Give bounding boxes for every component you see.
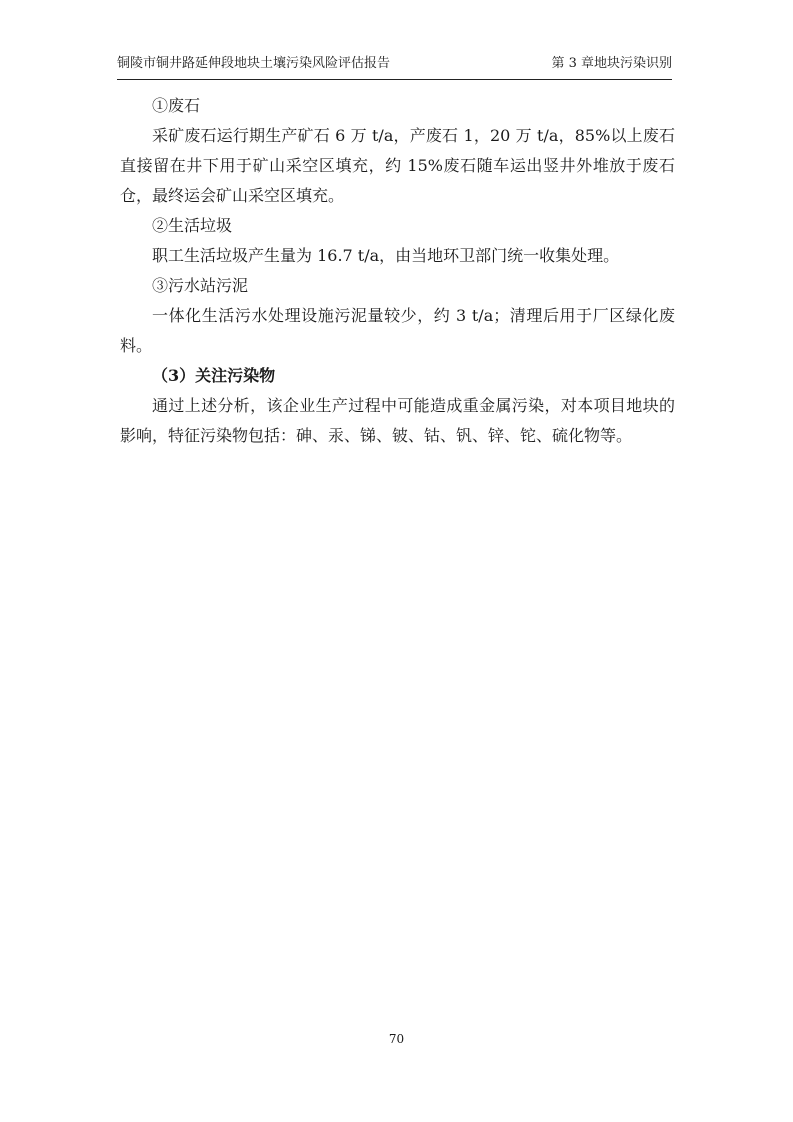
item2-paragraph: 职工生活垃圾产生量为 16.7 t/a，由当地环卫部门统一收集处理。 xyxy=(152,246,620,265)
chapter-title: 第 3 章地块污染识别 xyxy=(551,56,672,71)
item3-title: ③污水站污泥 xyxy=(152,276,249,295)
item2-title: ②生活垃圾 xyxy=(152,216,233,235)
report-title: 铜陵市铜井路延伸段地块土壤污染风险评估报告 xyxy=(117,56,391,71)
page-header xyxy=(117,55,672,77)
page-number: 70 xyxy=(388,1032,405,1046)
item1-paragraph: 采矿废石运行期生产矿石 6 万 t/a，产废石 1，20 万 t/a，85%以上废石直接留在井下用于矿山采空区填充，约 15%废石随车运出竖井外堆放于废石仓，最终运会矿山采空区填充。 xyxy=(120,126,675,205)
section-paragraph: 通过上述分析，该企业生产过程中可能造成重金属污染，对本项目地块的影响，特征污染物包括：砷、汞、锑、铍、钴、钒、锌、铊、硫化物等。 xyxy=(120,396,675,445)
page-content xyxy=(120,91,675,451)
header-divider xyxy=(117,79,672,80)
item3-paragraph: 一体化生活污水处理设施污泥量较少，约 3 t/a；清理后用于厂区绿化废料。 xyxy=(120,306,675,355)
item1-title: ①废石 xyxy=(152,96,201,115)
section-heading: （3）关注污染物 xyxy=(152,366,276,385)
